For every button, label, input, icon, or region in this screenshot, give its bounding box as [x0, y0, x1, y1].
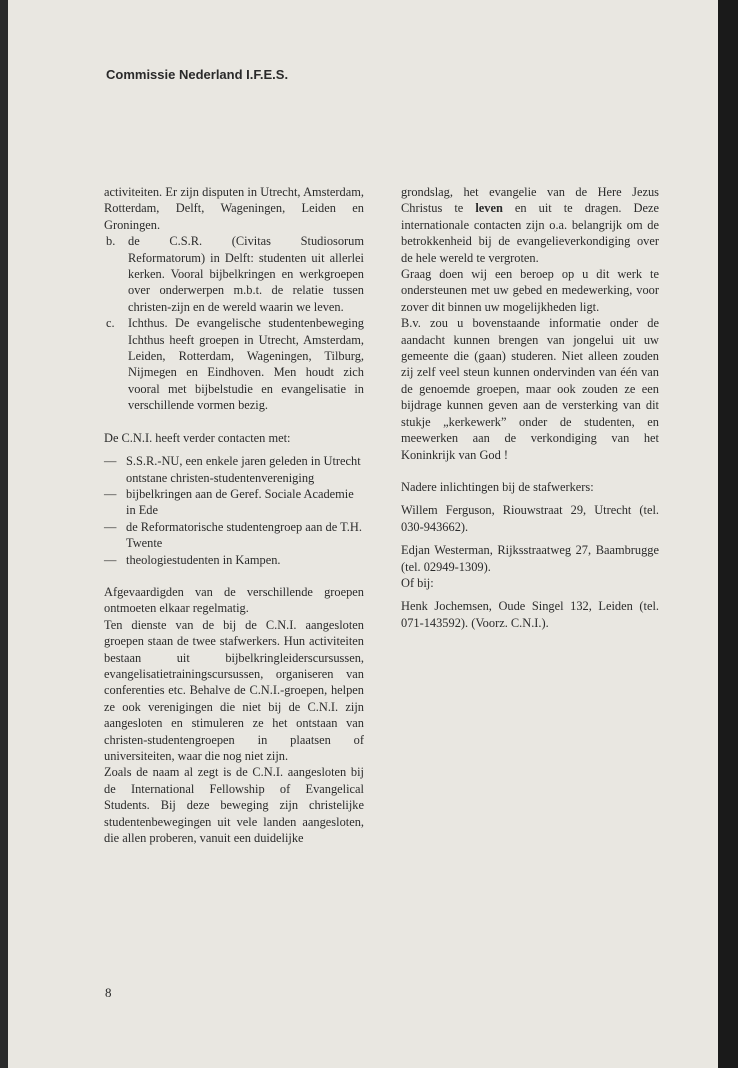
chair-contact: Henk Jochemsen, Oude Singel 132, Leiden (tel. 071-143592). (Voorz. C.N.I.). — [401, 599, 659, 630]
paragraph-support: Graag doen wij een beroep op u dit werk te ondersteunen met uw gebed en medewerking, voor zover dit binnen uw mogelijkheden ligt. — [401, 267, 659, 314]
left-column — [104, 184, 364, 846]
text-run: en uit te dragen. Deze internationale contacten zijn o.a. belangrijk om de betrokkenheid bij de evangelieverkondiging over de hele wereld te vergroten. — [401, 201, 659, 265]
paragraph-staff: Ten dienste van de bij de C.N.I. aangesloten groepen staan de twee stafwerkers. Hun activiteiten bestaan uit bijbelkringleiderscursussen, evangelisatietrainingscursussen, organiseren van conferenties etc. Behalve de C.N.I.-groepen, helpen ze ook verenigingen die niet bij de C.N.I. zijn aangesloten en stimuleren ze het ontstaan van christen-studentengroepen in plaatsen of universiteiten, waar die nog niet zijn. — [104, 617, 364, 763]
contact-item — [104, 552, 364, 568]
text-run: grondslag, het evangelie van de Here Jezus Christus te — [401, 185, 659, 216]
paragraph-delegates: Afgevaardigden van de verschillende groepen ontmoeten elkaar regelmatig. — [104, 584, 364, 616]
page-edge — [718, 0, 738, 1068]
dash-label: — — [104, 552, 117, 567]
staff-contact: Willem Ferguson, Riouwstraat 29, Utrecht (tel. 030-943662). — [401, 503, 659, 534]
dash-label: — — [104, 454, 117, 469]
or-label: Of bij: — [401, 575, 434, 590]
staff-contact: Edjan Westerman, Rijksstraatweg 27, Baambrugge (tel. 02949-1309). — [401, 543, 659, 574]
bold-word: leven — [475, 201, 503, 216]
contact-item — [104, 453, 364, 486]
list-item — [104, 233, 364, 315]
paragraph-grondslag — [401, 184, 659, 266]
contact-text: S.S.R.-NU, een enkele jaren geleden in Utrecht ontstane christen-studentenvereniging — [126, 454, 361, 485]
contact-text: bijbelkringen aan de Geref. Sociale Academie in Ede — [126, 486, 354, 518]
list-label: b. — [106, 234, 116, 249]
dash-label: — — [104, 486, 117, 501]
contact-item — [104, 519, 364, 552]
page-number: 8 — [105, 985, 112, 1000]
paragraph-ifes: Zoals de naam al zegt is de C.N.I. aangesloten bij de International Fellowship of Evangelical Students. Bij deze beweging zijn christelijke studentenbewegingen uit vele landen aangesloten, die allen proberen, vanuit een duidelijke — [104, 765, 364, 846]
contact-text: theologiestudenten in Kampen. — [126, 552, 281, 567]
contact-item — [104, 486, 364, 519]
list-label: c. — [106, 316, 115, 331]
paragraph-info: B.v. zou u bovenstaande informatie onder de aandacht kunnen brengen van jongelui uit uw gemeente die (gaan) studeren. Niet alleen zouden zij zelf veel steun kunnen ondervinden van één van de genoemde groepen, maar ook zouden ze een bijdrage kunnen geven aan de versterking van dit stukje „kerkewerk” onder de studenten, en meewerken aan de verkondiging van het Koninkrijk van God ! — [401, 316, 659, 462]
contacts-intro: De C.N.I. heeft verder contacten met: — [104, 430, 291, 445]
page-header: Commissie Nederland I.F.E.S. — [106, 67, 289, 82]
contact-text: de Reformatorische studentengroep aan de T.H. Twente — [126, 519, 362, 551]
list-text: de C.S.R. (Civitas Studiosorum Reformatorum) in Delft: studenten uit allerlei kerken. Vooral bijbelkringen en werkgroepen over onderwerpen m.b.t. de relatie tussen christen-zijn en de wereld waarin we leven. — [128, 234, 364, 314]
list-item — [104, 315, 364, 413]
dash-label: — — [104, 519, 117, 534]
info-intro: Nadere inlichtingen bij de stafwerkers: — [401, 479, 594, 494]
right-column — [401, 184, 659, 631]
intro-paragraph: activiteiten. Er zijn disputen in Utrecht, Amsterdam, Rotterdam, Delft, Wageningen, Leiden en Groningen. — [104, 185, 364, 232]
list-text: Ichthus. De evangelische studentenbeweging Ichthus heeft groepen in Utrecht, Amsterdam, Leiden, Rotterdam, Wageningen, Tilburg, Nijmegen en Eindhoven. Men houdt zich vooral met bijbelstudie en evangelisatie in verschillende vormen bezig. — [128, 316, 364, 413]
